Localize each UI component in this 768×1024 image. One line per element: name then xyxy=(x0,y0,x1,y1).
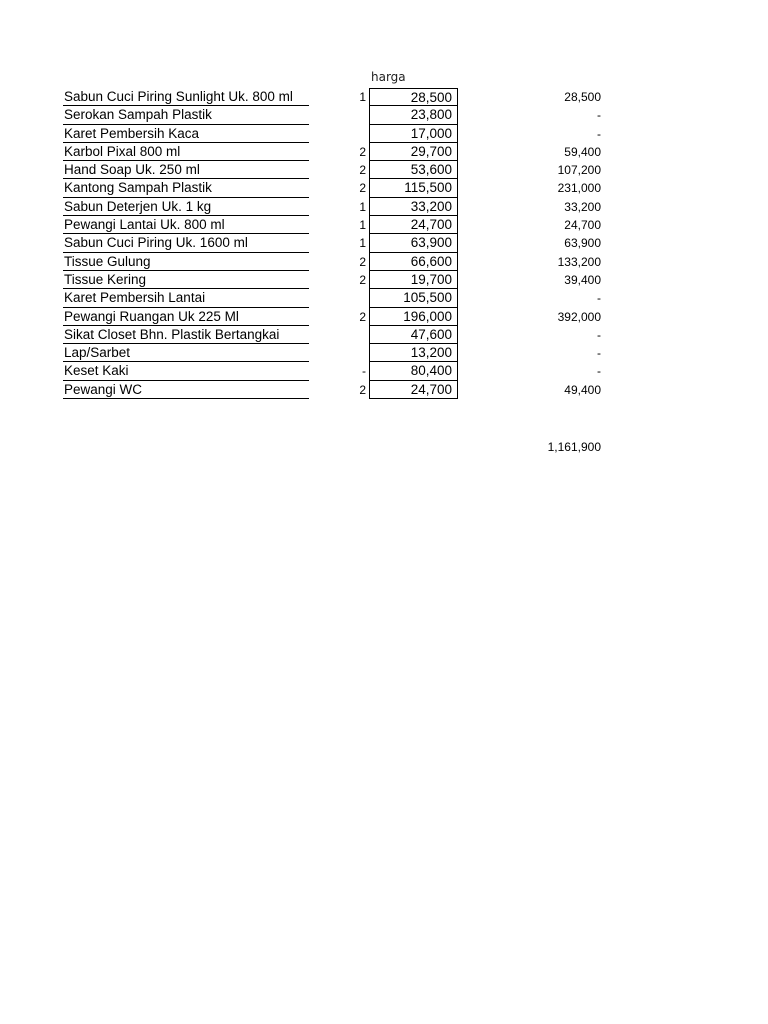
item-name-cell: Pewangi Ruangan Uk 225 Ml xyxy=(63,308,309,326)
item-name-cell: Sabun Deterjen Uk. 1 kg xyxy=(63,198,309,216)
line-total-cell: 33,200 xyxy=(564,199,601,214)
table-row xyxy=(63,216,623,234)
quantity-cell xyxy=(313,344,366,362)
quantity-cell: 2 xyxy=(359,309,366,324)
price-cell: 13,200 xyxy=(369,344,458,362)
item-name-cell: Lap/Sarbet xyxy=(63,344,309,362)
table-row xyxy=(63,179,623,197)
table-row xyxy=(63,88,623,106)
quantity-cell: 1 xyxy=(359,90,366,104)
price-cell: 29,700 xyxy=(369,143,458,161)
price-column-header: harga xyxy=(371,70,406,84)
price-cell: 17,000 xyxy=(369,125,458,143)
line-total-cell: 59,400 xyxy=(564,144,601,159)
line-total-cell: 231,000 xyxy=(557,181,601,196)
line-total-cell: - xyxy=(597,346,601,361)
table-row xyxy=(63,125,623,143)
table-row xyxy=(63,161,623,179)
table-row xyxy=(63,234,623,252)
price-cell: 19,700 xyxy=(369,271,458,289)
table-row xyxy=(63,198,623,216)
line-total-cell: 24,700 xyxy=(564,218,601,233)
price-cell: 115,500 xyxy=(369,179,458,197)
item-name-cell: Sabun Cuci Piring Sunlight Uk. 800 ml xyxy=(63,88,309,106)
quantity-cell: 1 xyxy=(359,236,366,251)
quantity-cell: 2 xyxy=(359,181,366,196)
table-row xyxy=(63,308,623,326)
price-cell: 105,500 xyxy=(369,289,458,307)
quantity-cell: 2 xyxy=(359,382,366,397)
line-total-cell: 39,400 xyxy=(564,272,601,287)
grand-total: 1,161,900 xyxy=(547,440,601,454)
price-cell: 47,600 xyxy=(369,326,458,344)
quantity-cell xyxy=(313,326,366,344)
item-name-cell: Serokan Sampah Plastik xyxy=(63,106,309,124)
line-total-cell: 133,200 xyxy=(557,254,601,269)
item-name-cell: Hand Soap Uk. 250 ml xyxy=(63,161,309,179)
item-table xyxy=(63,88,623,399)
line-total-cell: - xyxy=(597,291,601,306)
item-name-cell: Pewangi Lantai Uk. 800 ml xyxy=(63,216,309,234)
line-total-cell: 49,400 xyxy=(564,382,601,397)
item-name-cell: Karet Pembersih Lantai xyxy=(63,289,309,307)
line-total-cell: - xyxy=(597,327,601,342)
table-row xyxy=(63,289,623,307)
price-cell: 53,600 xyxy=(369,161,458,179)
item-name-cell: Pewangi WC xyxy=(63,381,309,399)
item-name-cell: Kantong Sampah Plastik xyxy=(63,179,309,197)
table-row xyxy=(63,253,623,271)
price-cell: 80,400 xyxy=(369,362,458,380)
table-row xyxy=(63,381,623,399)
quantity-cell: 1 xyxy=(359,218,366,233)
quantity-cell: 2 xyxy=(359,163,366,178)
price-cell: 24,700 xyxy=(369,216,458,234)
quantity-cell: 2 xyxy=(359,272,366,287)
item-name-cell: Tissue Gulung xyxy=(63,253,309,271)
table-row xyxy=(63,344,623,362)
table-row xyxy=(63,362,623,380)
table-row xyxy=(63,326,623,344)
quantity-cell xyxy=(313,125,366,143)
price-cell: 66,600 xyxy=(369,253,458,271)
line-total-cell: 63,900 xyxy=(564,236,601,251)
quantity-cell: 2 xyxy=(359,144,366,159)
item-name-cell: Karet Pembersih Kaca xyxy=(63,125,309,143)
item-name-cell: Tissue Kering xyxy=(63,271,309,289)
quantity-cell: 1 xyxy=(359,199,366,214)
line-total-cell: - xyxy=(597,108,601,123)
item-name-cell: Sikat Closet Bhn. Plastik Bertangkai xyxy=(63,326,309,344)
price-cell: 28,500 xyxy=(369,88,458,106)
line-total-cell: 28,500 xyxy=(564,90,601,104)
item-name-cell: Keset Kaki xyxy=(63,362,309,380)
price-cell: 196,000 xyxy=(369,308,458,326)
line-total-cell: 392,000 xyxy=(557,309,601,324)
quantity-cell xyxy=(313,106,366,124)
price-cell: 63,900 xyxy=(369,234,458,252)
line-total-cell: - xyxy=(597,364,601,379)
price-cell: 33,200 xyxy=(369,198,458,216)
table-row xyxy=(63,271,623,289)
item-name-cell: Sabun Cuci Piring Uk. 1600 ml xyxy=(63,234,309,252)
item-name-cell: Karbol Pixal 800 ml xyxy=(63,143,309,161)
quantity-cell: - xyxy=(362,364,366,379)
table-row xyxy=(63,106,623,124)
price-cell: 23,800 xyxy=(369,106,458,124)
line-total-cell: 107,200 xyxy=(557,163,601,178)
quantity-cell xyxy=(313,289,366,307)
table-row xyxy=(63,143,623,161)
price-cell: 24,700 xyxy=(369,381,458,399)
quantity-cell: 2 xyxy=(359,254,366,269)
line-total-cell: - xyxy=(597,126,601,141)
